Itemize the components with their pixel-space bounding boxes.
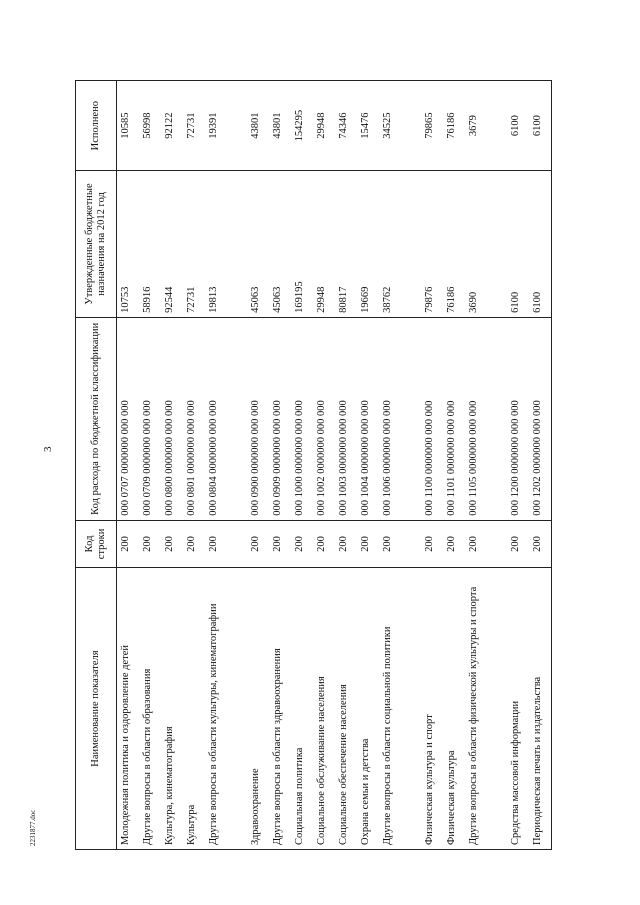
page-number: 3 (42, 446, 54, 452)
row-expense-code: 000 0804 0000000 000 000 (205, 317, 227, 520)
table-row (269, 81, 291, 850)
row-indicator-name: Молодежная политика и оздоровление детей (117, 568, 140, 850)
table-row (335, 81, 357, 850)
spacer-cell (487, 317, 507, 520)
row-line-code: 200 (529, 520, 552, 567)
table-row (247, 81, 269, 850)
spacer-cell (487, 171, 507, 318)
table-row (291, 81, 313, 850)
row-line-code: 200 (269, 520, 291, 567)
row-line-code: 200 (507, 520, 529, 567)
row-indicator-name: Другие вопросы в области физической культуры и спорта (465, 568, 487, 850)
row-executed-amount: 6100 (507, 81, 529, 171)
table-row (421, 81, 443, 850)
table-row (465, 81, 487, 850)
rotated-table-container (75, 80, 550, 850)
row-approved-amount: 3690 (465, 171, 487, 318)
table-row (313, 81, 335, 850)
row-executed-amount: 43801 (247, 81, 269, 171)
row-expense-code: 000 0707 0000000 000 000 (117, 317, 140, 520)
row-approved-amount: 38762 (379, 171, 401, 318)
spacer-cell (401, 520, 421, 567)
spacer-cell (487, 568, 507, 850)
row-executed-amount: 15476 (357, 81, 379, 171)
row-approved-amount: 80817 (335, 171, 357, 318)
row-expense-code: 000 1105 0000000 000 000 (465, 317, 487, 520)
row-approved-amount: 58916 (139, 171, 161, 318)
row-line-code: 200 (313, 520, 335, 567)
row-line-code: 200 (291, 520, 313, 567)
row-line-code: 200 (379, 520, 401, 567)
row-indicator-name: Другие вопросы в области образования (139, 568, 161, 850)
row-expense-code: 000 1003 0000000 000 000 (335, 317, 357, 520)
spacer-cell (227, 568, 247, 850)
row-indicator-name: Здравоохранение (247, 568, 269, 850)
row-approved-amount: 45063 (269, 171, 291, 318)
header-expense-code: Код расхода по бюджетной классификации (76, 317, 117, 520)
table-row (139, 81, 161, 850)
table-row (183, 81, 205, 850)
row-line-code: 200 (117, 520, 140, 567)
row-approved-amount: 29948 (313, 171, 335, 318)
row-approved-amount: 6100 (507, 171, 529, 318)
row-executed-amount: 154295 (291, 81, 313, 171)
row-approved-amount: 76186 (443, 171, 465, 318)
row-executed-amount: 6100 (529, 81, 552, 171)
row-expense-code: 000 1200 0000000 000 000 (507, 317, 529, 520)
spacer-cell (227, 317, 247, 520)
row-approved-amount: 19813 (205, 171, 227, 318)
table-row (357, 81, 379, 850)
row-indicator-name: Охрана семьи и детства (357, 568, 379, 850)
row-expense-code: 000 1100 0000000 000 000 (421, 317, 443, 520)
row-line-code: 200 (443, 520, 465, 567)
spacer-cell (487, 81, 507, 171)
table-header-row (76, 81, 117, 850)
table-row (379, 81, 401, 850)
footer-file-name: 2231877.doc (29, 809, 37, 846)
row-indicator-name: Средства массовой информации (507, 568, 529, 850)
spacer-cell (401, 81, 421, 171)
row-expense-code: 000 0909 0000000 000 000 (269, 317, 291, 520)
spacer-cell (401, 317, 421, 520)
row-expense-code: 000 1202 0000000 000 000 (529, 317, 552, 520)
table-spacer-row (487, 81, 507, 850)
row-expense-code: 000 1000 0000000 000 000 (291, 317, 313, 520)
row-indicator-name: Культура, кинематография (161, 568, 183, 850)
row-expense-code: 000 1101 0000000 000 000 (443, 317, 465, 520)
row-executed-amount: 79865 (421, 81, 443, 171)
table-row (443, 81, 465, 850)
row-expense-code: 000 0900 0000000 000 000 (247, 317, 269, 520)
table-spacer-row (227, 81, 247, 850)
spacer-cell (227, 171, 247, 318)
row-indicator-name: Социальное обеспечение населения (335, 568, 357, 850)
row-expense-code: 000 0709 0000000 000 000 (139, 317, 161, 520)
row-indicator-name: Культура (183, 568, 205, 850)
header-executed-amount: Исполнено (76, 81, 117, 171)
row-line-code: 200 (357, 520, 379, 567)
row-executed-amount: 43801 (269, 81, 291, 171)
row-approved-amount: 169195 (291, 171, 313, 318)
row-line-code: 200 (139, 520, 161, 567)
row-line-code: 200 (183, 520, 205, 567)
row-expense-code: 000 1004 0000000 000 000 (357, 317, 379, 520)
row-executed-amount: 72731 (183, 81, 205, 171)
row-executed-amount: 19391 (205, 81, 227, 171)
row-line-code: 200 (421, 520, 443, 567)
spacer-cell (227, 81, 247, 171)
row-expense-code: 000 0800 0000000 000 000 (161, 317, 183, 520)
row-line-code: 200 (161, 520, 183, 567)
table-row (117, 81, 140, 850)
row-executed-amount: 92122 (161, 81, 183, 171)
row-approved-amount: 10753 (117, 171, 140, 318)
row-expense-code: 000 1006 0000000 000 000 (379, 317, 401, 520)
row-indicator-name: Социальная политика (291, 568, 313, 850)
row-indicator-name: Физическая культура (443, 568, 465, 850)
row-approved-amount: 79876 (421, 171, 443, 318)
row-expense-code: 000 0801 0000000 000 000 (183, 317, 205, 520)
row-line-code: 200 (335, 520, 357, 567)
table-spacer-row (401, 81, 421, 850)
budget-execution-table (75, 80, 552, 850)
row-approved-amount: 19669 (357, 171, 379, 318)
row-indicator-name: Другие вопросы в области здравоохранения (269, 568, 291, 850)
row-executed-amount: 56998 (139, 81, 161, 171)
row-executed-amount: 34525 (379, 81, 401, 171)
row-line-code: 200 (205, 520, 227, 567)
spacer-cell (227, 520, 247, 567)
row-approved-amount: 6100 (529, 171, 552, 318)
table-row (161, 81, 183, 850)
row-indicator-name: Другие вопросы в области культуры, кинематографии (205, 568, 227, 850)
row-expense-code: 000 1002 0000000 000 000 (313, 317, 335, 520)
row-line-code: 200 (465, 520, 487, 567)
row-executed-amount: 10585 (117, 81, 140, 171)
header-approved-amount: Утвержденные бюджетные назначения на 2012 год (76, 171, 117, 318)
row-executed-amount: 74346 (335, 81, 357, 171)
table-row (507, 81, 529, 850)
spacer-cell (401, 171, 421, 318)
row-executed-amount: 29948 (313, 81, 335, 171)
row-executed-amount: 3679 (465, 81, 487, 171)
row-indicator-name: Физическая культура и спорт (421, 568, 443, 850)
spacer-cell (401, 568, 421, 850)
row-indicator-name: Другие вопросы в области социальной политики (379, 568, 401, 850)
row-indicator-name: Социальное обслуживание населения (313, 568, 335, 850)
row-indicator-name: Периодическая печать и издательства (529, 568, 552, 850)
header-indicator-name: Наименование показателя (76, 568, 117, 850)
spacer-cell (487, 520, 507, 567)
table-row (205, 81, 227, 850)
table-row (529, 81, 552, 850)
row-approved-amount: 72731 (183, 171, 205, 318)
row-approved-amount: 92544 (161, 171, 183, 318)
row-executed-amount: 76186 (443, 81, 465, 171)
row-line-code: 200 (247, 520, 269, 567)
row-approved-amount: 45063 (247, 171, 269, 318)
header-line-code: Код строки (76, 520, 117, 567)
